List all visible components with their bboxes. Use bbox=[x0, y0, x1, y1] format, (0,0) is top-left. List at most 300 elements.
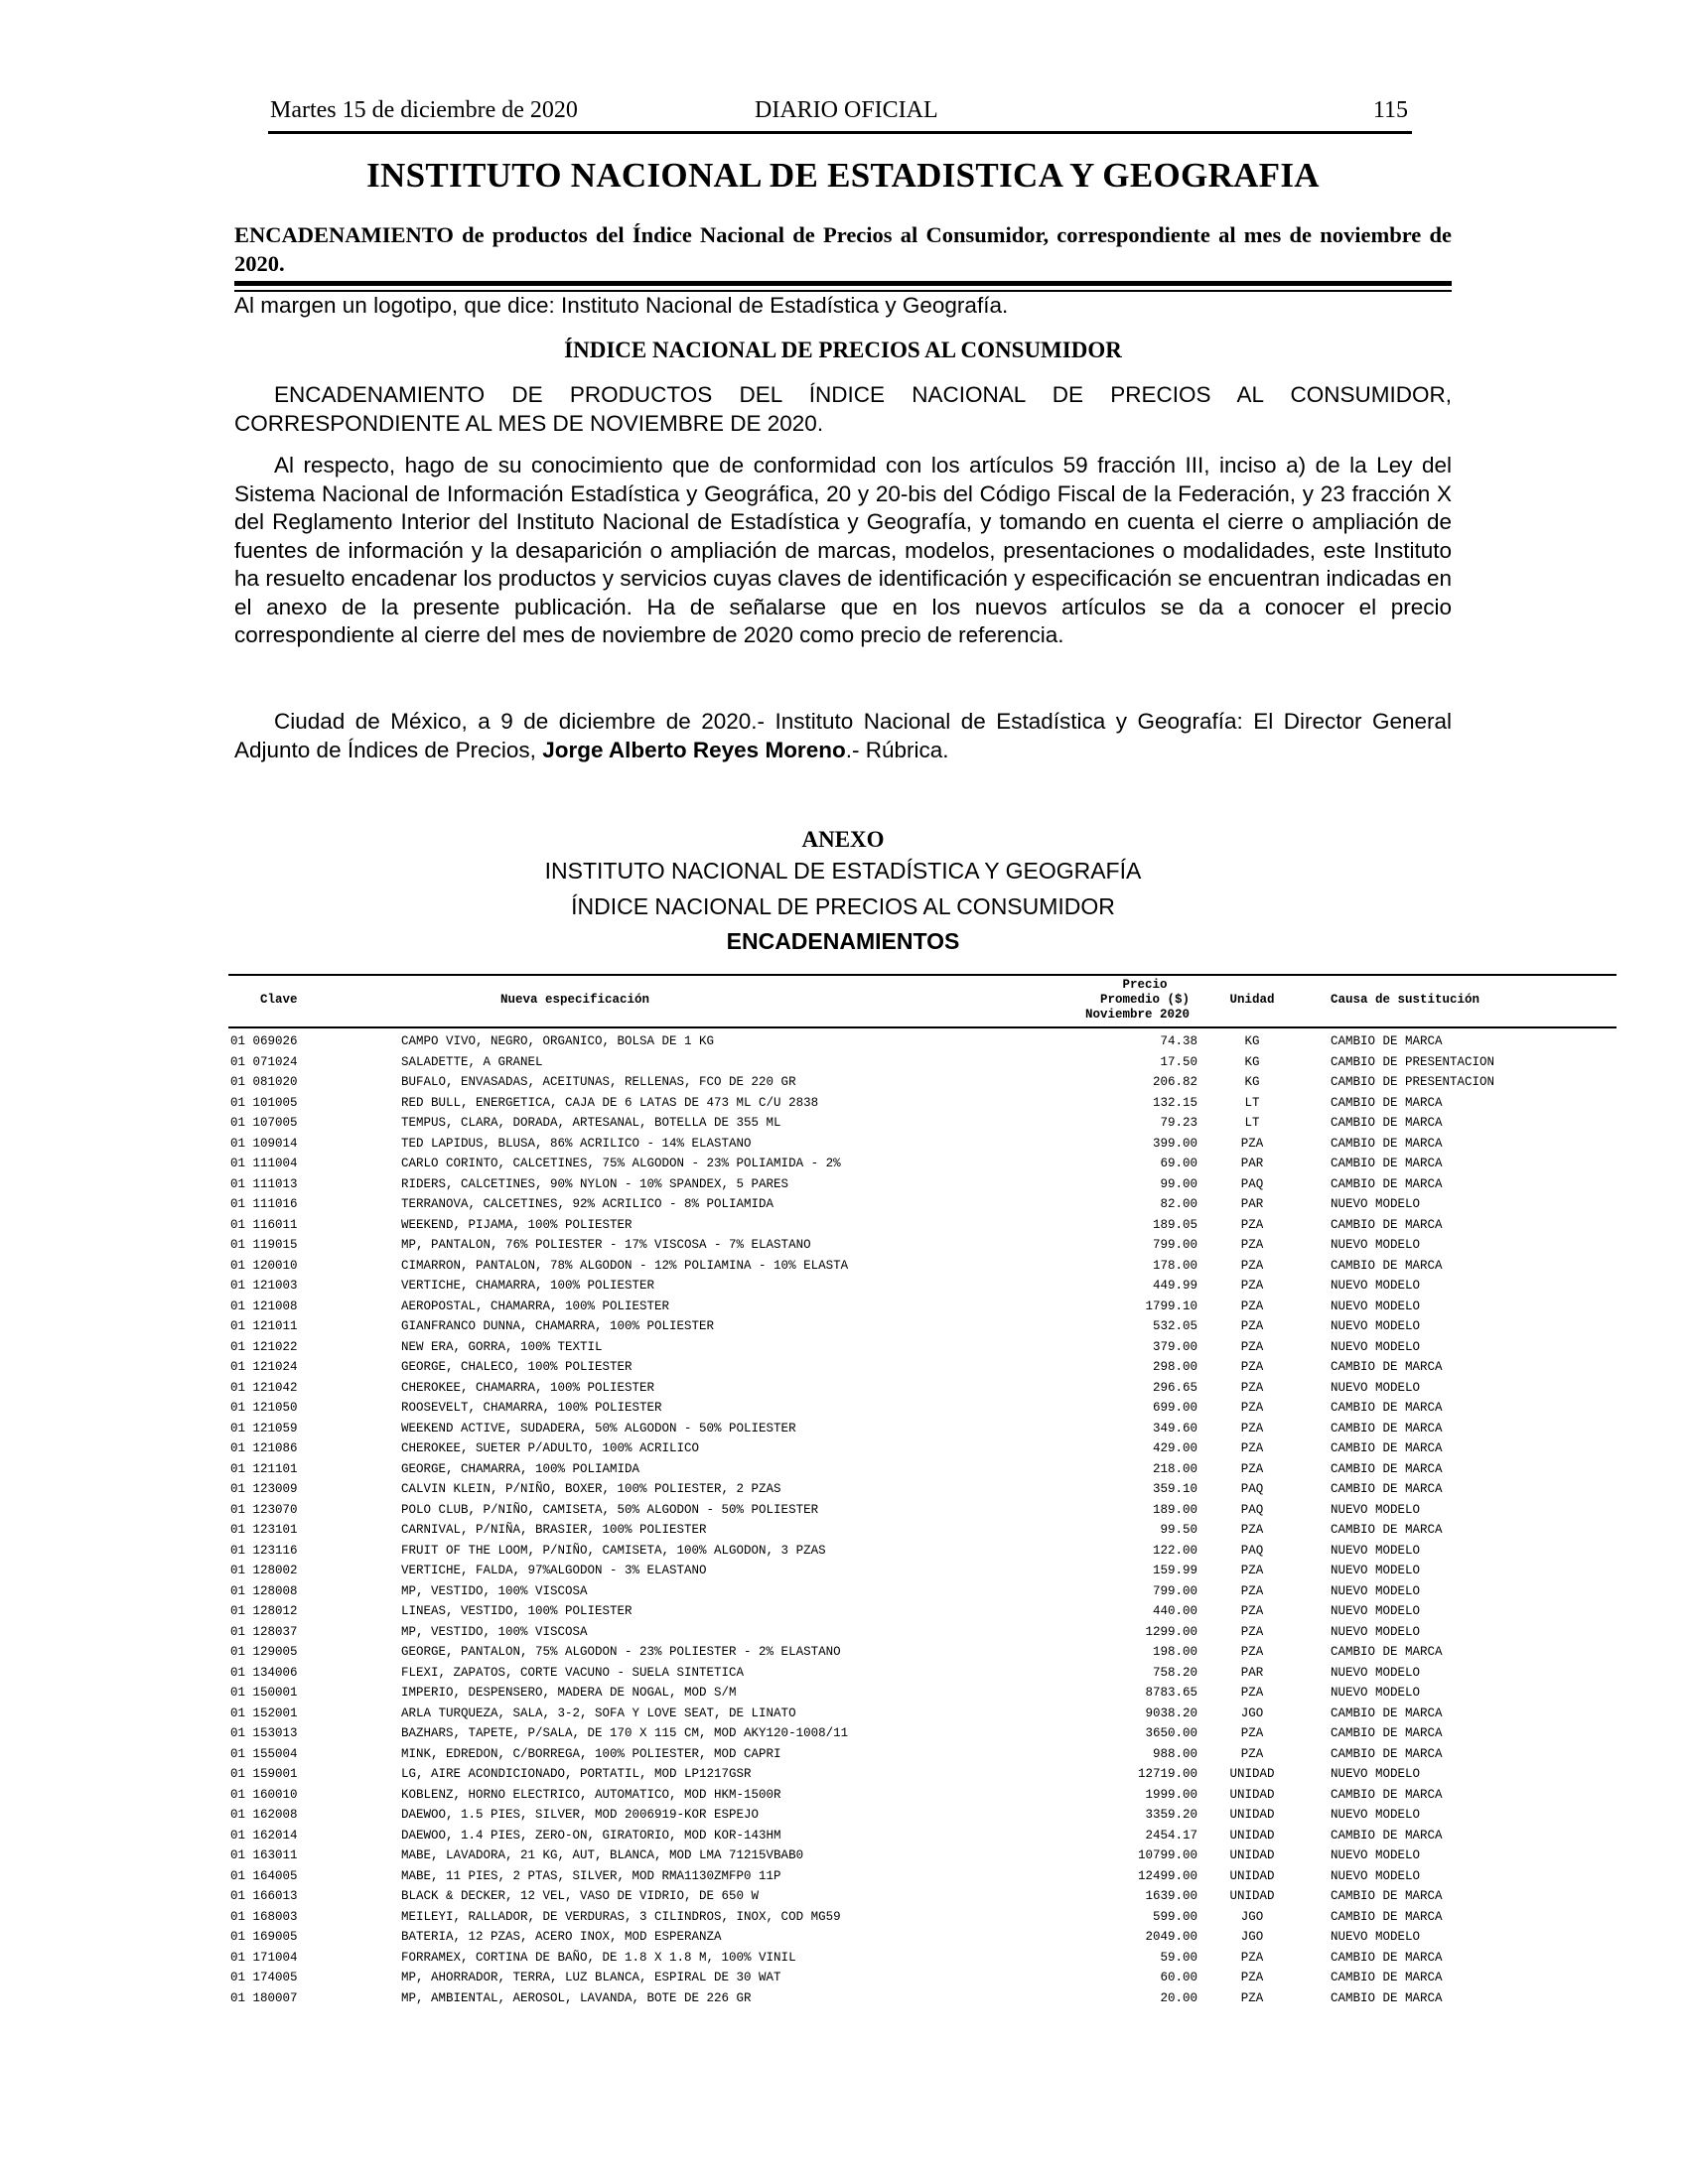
cell-cause: CAMBIO DE MARCA bbox=[1331, 1889, 1443, 1904]
cell-price: 99.00 bbox=[1160, 1176, 1197, 1191]
cell-code: 01 121101 bbox=[230, 1461, 298, 1476]
running-header bbox=[268, 95, 1412, 134]
cell-unit: PZA bbox=[1240, 1686, 1264, 1701]
cell-unit: JGO bbox=[1240, 1930, 1264, 1945]
table-row bbox=[228, 1622, 1617, 1643]
paragraph-3-text: Ciudad de México, a 9 de diciembre de 2020.- Instituto Nacional de Estadística y Geografía: El Director General Adjunto de Índices de Precios, bbox=[234, 709, 1452, 762]
cell-cause: CAMBIO DE MARCA bbox=[1331, 1360, 1443, 1375]
table-row bbox=[228, 1663, 1617, 1684]
cell-unit: PZA bbox=[1240, 1441, 1264, 1456]
table-row bbox=[228, 1398, 1617, 1419]
cell-unit: JGO bbox=[1240, 1909, 1264, 1924]
table-row bbox=[228, 1683, 1617, 1704]
cell-spec: FLEXI, ZAPATOS, CORTE VACUNO - SUELA SINTETICA bbox=[401, 1665, 745, 1680]
double-rule-thick bbox=[234, 281, 1452, 286]
cell-code: 01 121003 bbox=[230, 1279, 298, 1294]
cell-code: 01 121024 bbox=[230, 1360, 298, 1375]
cell-spec: MP, VESTIDO, 100% VISCOSA bbox=[401, 1624, 588, 1639]
table-row bbox=[228, 1093, 1617, 1114]
table-row bbox=[228, 1561, 1617, 1581]
cell-price: 349.60 bbox=[1152, 1421, 1197, 1435]
cell-price: 20.00 bbox=[1160, 1990, 1197, 2005]
table-row bbox=[228, 1235, 1617, 1256]
cell-code: 01 123009 bbox=[230, 1482, 298, 1497]
cell-code: 01 121086 bbox=[230, 1441, 298, 1456]
cell-cause: CAMBIO DE MARCA bbox=[1331, 1421, 1443, 1435]
cell-price: 9038.20 bbox=[1145, 1706, 1197, 1720]
cell-price: 1799.10 bbox=[1145, 1298, 1197, 1313]
cell-spec: CARLO CORINTO, CALCETINES, 75% ALGODON - 23% POLIAMIDA - 2% bbox=[401, 1157, 841, 1171]
cell-cause: NUEVO MODELO bbox=[1331, 1930, 1421, 1945]
cell-cause: CAMBIO DE MARCA bbox=[1331, 1095, 1443, 1110]
cell-code: 01 169005 bbox=[230, 1930, 298, 1945]
table-row bbox=[228, 1378, 1617, 1399]
cell-price: 206.82 bbox=[1152, 1075, 1197, 1090]
cell-price: 449.99 bbox=[1152, 1279, 1197, 1294]
cell-code: 01 111013 bbox=[230, 1176, 298, 1191]
cell-cause: NUEVO MODELO bbox=[1331, 1298, 1421, 1313]
cell-price: 8783.65 bbox=[1145, 1686, 1197, 1701]
cell-code: 01 128002 bbox=[230, 1564, 298, 1578]
cell-code: 01 152001 bbox=[230, 1706, 298, 1720]
cell-code: 01 071024 bbox=[230, 1054, 298, 1069]
cell-unit: KG bbox=[1244, 1034, 1260, 1049]
cell-spec: ROOSEVELT, CHAMARRA, 100% POLIESTER bbox=[401, 1401, 662, 1416]
cell-unit: PZA bbox=[1240, 1746, 1264, 1761]
cell-spec: NEW ERA, GORRA, 100% TEXTIL bbox=[401, 1339, 603, 1354]
table-row bbox=[228, 1500, 1617, 1521]
cell-spec: IMPERIO, DESPENSERO, MADERA DE NOGAL, MOD S/M bbox=[401, 1686, 737, 1701]
table-header bbox=[228, 975, 1617, 1027]
cell-unit: UNIDAD bbox=[1229, 1848, 1275, 1863]
cell-unit: PZA bbox=[1240, 1136, 1264, 1151]
table-row bbox=[228, 1316, 1617, 1337]
table-row bbox=[228, 1174, 1617, 1195]
cell-cause: CAMBIO DE MARCA bbox=[1331, 1950, 1443, 1965]
cell-price: 758.20 bbox=[1152, 1665, 1197, 1680]
cell-code: 01 159001 bbox=[230, 1767, 298, 1782]
chaining-table-wrap bbox=[228, 974, 1495, 2008]
cell-spec: CHEROKEE, SUETER P/ADULTO, 100% ACRILICO bbox=[401, 1441, 700, 1456]
cell-unit: PZA bbox=[1240, 1726, 1264, 1741]
table-row bbox=[228, 1723, 1617, 1744]
cell-unit: PZA bbox=[1240, 1564, 1264, 1578]
cell-price: 532.05 bbox=[1152, 1319, 1197, 1334]
cell-code: 01 162014 bbox=[230, 1828, 298, 1843]
cell-code: 01 121022 bbox=[230, 1339, 298, 1354]
cell-price: 3650.00 bbox=[1145, 1726, 1197, 1741]
cell-spec: GEORGE, PANTALON, 75% ALGODON - 23% POLIESTER - 2% ELASTANO bbox=[401, 1645, 841, 1660]
annex-label: ANEXO bbox=[801, 827, 885, 852]
margin-note: Al margen un logotipo, que dice: Instituto Nacional de Estadística y Geografía. bbox=[234, 293, 1009, 318]
cell-spec: ARLA TURQUEZA, SALA, 3-2, SOFA Y LOVE SEAT, DE LINATO bbox=[401, 1706, 796, 1720]
cell-price: 17.50 bbox=[1160, 1054, 1197, 1069]
cell-unit: PAQ bbox=[1240, 1502, 1264, 1517]
cell-cause: NUEVO MODELO bbox=[1331, 1665, 1421, 1680]
header-date: Martes 15 de diciembre de 2020 bbox=[270, 97, 578, 123]
table-row bbox=[228, 1988, 1617, 2009]
cell-cause: NUEVO MODELO bbox=[1331, 1319, 1421, 1334]
cell-code: 01 128012 bbox=[230, 1604, 298, 1619]
cell-code: 01 101005 bbox=[230, 1095, 298, 1110]
col-header-price-line1: Precio bbox=[1122, 978, 1168, 992]
col-header-cause: Causa de sustitución bbox=[1331, 993, 1480, 1007]
table-row bbox=[228, 1337, 1617, 1358]
table-row bbox=[228, 1113, 1617, 1134]
cell-unit: PZA bbox=[1240, 1258, 1264, 1273]
cell-cause: CAMBIO DE MARCA bbox=[1331, 1828, 1443, 1843]
cell-spec: LG, AIRE ACONDICIONADO, PORTATIL, MOD LP1217GSR bbox=[401, 1767, 752, 1782]
cell-spec: TED LAPIDUS, BLUSA, 86% ACRILICO - 14% ELASTANO bbox=[401, 1136, 752, 1151]
cell-cause: CAMBIO DE MARCA bbox=[1331, 1116, 1443, 1131]
cell-code: 01 128037 bbox=[230, 1624, 298, 1639]
cell-cause: CAMBIO DE MARCA bbox=[1331, 1523, 1443, 1538]
cell-code: 01 160010 bbox=[230, 1787, 298, 1802]
cell-price: 69.00 bbox=[1160, 1157, 1197, 1171]
cell-spec: DAEWOO, 1.4 PIES, ZERO-ON, GIRATORIO, MOD KOR-143HM bbox=[401, 1828, 781, 1843]
cell-price: 12719.00 bbox=[1137, 1767, 1197, 1782]
table-row bbox=[228, 1785, 1617, 1806]
cell-price: 122.00 bbox=[1152, 1543, 1197, 1558]
cell-cause: NUEVO MODELO bbox=[1331, 1808, 1421, 1823]
cell-unit: PZA bbox=[1240, 1401, 1264, 1416]
cell-code: 01 119015 bbox=[230, 1238, 298, 1253]
cell-unit: PZA bbox=[1240, 1339, 1264, 1354]
table-row bbox=[228, 1256, 1617, 1277]
cell-spec: WEEKEND ACTIVE, SUDADERA, 50% ALGODON - 50% POLIESTER bbox=[401, 1421, 796, 1435]
section-heading: ÍNDICE NACIONAL DE PRECIOS AL CONSUMIDOR bbox=[564, 338, 1122, 362]
cell-cause: NUEVO MODELO bbox=[1331, 1502, 1421, 1517]
cell-code: 01 150001 bbox=[230, 1686, 298, 1701]
cell-price: 79.23 bbox=[1160, 1116, 1197, 1131]
table-row bbox=[228, 1297, 1617, 1317]
table-row bbox=[228, 1764, 1617, 1785]
cell-code: 01 166013 bbox=[230, 1889, 298, 1904]
table-row bbox=[228, 1479, 1617, 1500]
table-row bbox=[228, 1948, 1617, 1969]
table-row bbox=[228, 1866, 1617, 1887]
cell-cause: CAMBIO DE MARCA bbox=[1331, 1746, 1443, 1761]
cell-unit: PZA bbox=[1240, 1604, 1264, 1619]
col-header-price-line3: Noviembre 2020 bbox=[1084, 1008, 1190, 1022]
cell-code: 01 163011 bbox=[230, 1848, 298, 1863]
cell-unit: UNIDAD bbox=[1229, 1868, 1275, 1883]
table-row bbox=[228, 1027, 1617, 1052]
table-row bbox=[228, 1907, 1617, 1928]
cell-price: 359.10 bbox=[1152, 1482, 1197, 1497]
cell-price: 99.50 bbox=[1160, 1523, 1197, 1538]
cell-unit: UNIDAD bbox=[1229, 1787, 1275, 1802]
cell-price: 799.00 bbox=[1152, 1238, 1197, 1253]
cell-spec: SALADETTE, A GRANEL bbox=[401, 1054, 543, 1069]
col-header-price-line2: Promedio ($) bbox=[1099, 993, 1190, 1007]
cell-code: 01 121008 bbox=[230, 1298, 298, 1313]
cell-code: 01 121050 bbox=[230, 1401, 298, 1416]
cell-cause: CAMBIO DE MARCA bbox=[1331, 1645, 1443, 1660]
cell-price: 988.00 bbox=[1152, 1746, 1197, 1761]
cell-unit: PAR bbox=[1240, 1157, 1264, 1171]
cell-price: 218.00 bbox=[1152, 1461, 1197, 1476]
cell-price: 74.38 bbox=[1160, 1034, 1197, 1049]
cell-spec: MABE, 11 PIES, 2 PTAS, SILVER, MOD RMA1130ZMFP0 11P bbox=[401, 1868, 781, 1883]
annex-title: ENCADENAMIENTOS bbox=[726, 928, 960, 954]
cell-spec: VERTICHE, CHAMARRA, 100% POLIESTER bbox=[401, 1279, 655, 1294]
paragraph-2: Al respecto, hago de su conocimiento que de conformidad con los artículos 59 fracción III, inciso a) de la Ley del Sistema Nacional de Información Estadística y Geográfica, 20 y 20-bis del Código Fiscal de la Federación, y 23 fracción X del Reglamento Interior del Instituto Nacional de Estadística y Geografía, y tomando en cuenta el cierre o ampliación de fuentes de información y la desaparición o ampliación de marcas, modelos, presentaciones o modalidades, este Instituto ha resuelto encadenar los productos y servicios cuyas claves de identificación y especificación se encuentran indicadas en el anexo de la presente publicación. Ha de señalarse que en los nuevos artículos se da a conocer el precio correspondiente al cierre del mes de noviembre de 2020 como precio de referencia. bbox=[234, 453, 1452, 647]
cell-code: 01 123070 bbox=[230, 1502, 298, 1517]
cell-cause: CAMBIO DE MARCA bbox=[1331, 1706, 1443, 1720]
cell-spec: BATERIA, 12 PZAS, ACERO INOX, MOD ESPERANZA bbox=[401, 1930, 722, 1945]
cell-price: 59.00 bbox=[1160, 1950, 1197, 1965]
cell-unit: PZA bbox=[1240, 1380, 1264, 1395]
table-row bbox=[228, 1886, 1617, 1907]
table-row bbox=[228, 1215, 1617, 1236]
table-row bbox=[228, 1805, 1617, 1826]
table-row bbox=[228, 1357, 1617, 1378]
cell-cause: NUEVO MODELO bbox=[1331, 1868, 1421, 1883]
cell-code: 01 171004 bbox=[230, 1950, 298, 1965]
cell-cause: CAMBIO DE MARCA bbox=[1331, 1034, 1443, 1049]
cell-code: 01 123101 bbox=[230, 1523, 298, 1538]
cell-cause: CAMBIO DE PRESENTACION bbox=[1331, 1054, 1495, 1069]
cell-unit: PAQ bbox=[1240, 1543, 1264, 1558]
cell-cause: CAMBIO DE MARCA bbox=[1331, 1401, 1443, 1416]
cell-spec: MP, PANTALON, 76% POLIESTER - 17% VISCOSA - 7% ELASTANO bbox=[401, 1238, 811, 1253]
cell-unit: UNIDAD bbox=[1229, 1767, 1275, 1782]
paragraph-3 bbox=[234, 708, 1452, 764]
cell-price: 1299.00 bbox=[1145, 1624, 1197, 1639]
cell-code: 01 123116 bbox=[230, 1543, 298, 1558]
table-row bbox=[228, 1194, 1617, 1215]
cell-spec: TERRANOVA, CALCETINES, 92% ACRILICO - 8% POLIAMIDA bbox=[401, 1197, 774, 1212]
cell-cause: NUEVO MODELO bbox=[1331, 1583, 1421, 1598]
cell-cause: CAMBIO DE MARCA bbox=[1331, 1461, 1443, 1476]
table-row bbox=[228, 1459, 1617, 1480]
cell-cause: NUEVO MODELO bbox=[1331, 1848, 1421, 1863]
cell-spec: CAMPO VIVO, NEGRO, ORGANICO, BOLSA DE 1 KG bbox=[401, 1034, 715, 1049]
cell-unit: PAR bbox=[1240, 1197, 1264, 1212]
cell-price: 2049.00 bbox=[1145, 1930, 1197, 1945]
cell-spec: POLO CLUB, P/NIÑO, CAMISETA, 50% ALGODON - 50% POLIESTER bbox=[401, 1502, 819, 1517]
header-page-number: 115 bbox=[1372, 97, 1408, 123]
table-row bbox=[228, 1276, 1617, 1297]
cell-price: 799.00 bbox=[1152, 1583, 1197, 1598]
cell-spec: MEILEYI, RALLADOR, DE VERDURAS, 3 CILINDROS, INOX, COD MG59 bbox=[401, 1909, 841, 1924]
table-row bbox=[228, 1052, 1617, 1073]
cell-unit: PAQ bbox=[1240, 1176, 1264, 1191]
cell-code: 01 153013 bbox=[230, 1726, 298, 1741]
table-row bbox=[228, 1419, 1617, 1439]
cell-spec: CARNIVAL, P/NIÑA, BRASIER, 100% POLIESTER bbox=[401, 1523, 707, 1538]
cell-price: 189.00 bbox=[1152, 1502, 1197, 1517]
cell-cause: CAMBIO DE MARCA bbox=[1331, 1726, 1443, 1741]
cell-price: 60.00 bbox=[1160, 1971, 1197, 1985]
col-header-spec: Nueva especificación bbox=[500, 993, 650, 1007]
cell-cause: CAMBIO DE MARCA bbox=[1331, 1176, 1443, 1191]
cell-unit: LT bbox=[1244, 1095, 1260, 1110]
col-header-code: Clave bbox=[260, 993, 298, 1007]
cell-unit: PZA bbox=[1240, 1950, 1264, 1965]
table-row bbox=[228, 1072, 1617, 1093]
chaining-table bbox=[228, 974, 1617, 2008]
cell-price: 82.00 bbox=[1160, 1197, 1197, 1212]
cell-price: 12499.00 bbox=[1137, 1868, 1197, 1883]
cell-unit: LT bbox=[1244, 1116, 1260, 1131]
header-publication: DIARIO OFICIAL bbox=[755, 97, 938, 123]
cell-cause: NUEVO MODELO bbox=[1331, 1279, 1421, 1294]
col-header-unit: Unidad bbox=[1229, 993, 1275, 1007]
cell-spec: MABE, LAVADORA, 21 KG, AUT, BLANCA, MOD LMA 71215VBAB0 bbox=[401, 1848, 804, 1863]
signatory-name: Jorge Alberto Reyes Moreno bbox=[542, 737, 846, 762]
cell-spec: MP, VESTIDO, 100% VISCOSA bbox=[401, 1583, 588, 1598]
cell-spec: CALVIN KLEIN, P/NIÑO, BOXER, 100% POLIESTER, 2 PZAS bbox=[401, 1482, 781, 1497]
cell-spec: TEMPUS, CLARA, DORADA, ARTESANAL, BOTELLA DE 355 ML bbox=[401, 1116, 781, 1131]
annex-institute: INSTITUTO NACIONAL DE ESTADÍSTICA Y GEOGRAFÍA bbox=[544, 858, 1142, 884]
cell-cause: NUEVO MODELO bbox=[1331, 1604, 1421, 1619]
cell-cause: CAMBIO DE MARCA bbox=[1331, 1136, 1443, 1151]
cell-code: 01 111004 bbox=[230, 1157, 298, 1171]
cell-unit: PZA bbox=[1240, 1971, 1264, 1985]
cell-code: 01 121011 bbox=[230, 1319, 298, 1334]
cell-unit: PZA bbox=[1240, 1461, 1264, 1476]
cell-cause: CAMBIO DE MARCA bbox=[1331, 1990, 1443, 2005]
institute-title: INSTITUTO NACIONAL DE ESTADISTICA Y GEOGRAFIA bbox=[366, 156, 1320, 195]
cell-spec: RIDERS, CALCETINES, 90% NYLON - 10% SPANDEX, 5 PARES bbox=[401, 1176, 789, 1191]
cell-price: 159.99 bbox=[1152, 1564, 1197, 1578]
cell-unit: PZA bbox=[1240, 1583, 1264, 1598]
cell-code: 01 121042 bbox=[230, 1380, 298, 1395]
cell-cause: NUEVO MODELO bbox=[1331, 1686, 1421, 1701]
cell-code: 01 128008 bbox=[230, 1583, 298, 1598]
cell-price: 3359.20 bbox=[1145, 1808, 1197, 1823]
table-row bbox=[228, 1581, 1617, 1602]
cell-spec: FORRAMEX, CORTINA DE BAÑO, DE 1.8 X 1.8 M, 100% VINIL bbox=[401, 1950, 796, 1965]
cell-code: 01 069026 bbox=[230, 1034, 298, 1049]
cell-spec: CIMARRON, PANTALON, 78% ALGODON - 12% POLIAMINA - 10% ELASTA bbox=[401, 1258, 849, 1273]
cell-spec: GEORGE, CHALECO, 100% POLIESTER bbox=[401, 1360, 633, 1375]
cell-price: 298.00 bbox=[1152, 1360, 1197, 1375]
cell-unit: PZA bbox=[1240, 1238, 1264, 1253]
cell-cause: NUEVO MODELO bbox=[1331, 1564, 1421, 1578]
cell-code: 01 111016 bbox=[230, 1197, 298, 1212]
cell-spec: RED BULL, ENERGETICA, CAJA DE 6 LATAS DE 473 ML C/U 2838 bbox=[401, 1095, 819, 1110]
cell-code: 01 134006 bbox=[230, 1665, 298, 1680]
table-row bbox=[228, 1845, 1617, 1866]
table-row bbox=[228, 1927, 1617, 1948]
cell-code: 01 168003 bbox=[230, 1909, 298, 1924]
cell-cause: NUEVO MODELO bbox=[1331, 1543, 1421, 1558]
table-row bbox=[228, 1154, 1617, 1174]
cell-price: 1999.00 bbox=[1145, 1787, 1197, 1802]
cell-code: 01 116011 bbox=[230, 1217, 298, 1232]
cell-unit: JGO bbox=[1240, 1706, 1264, 1720]
cell-cause: NUEVO MODELO bbox=[1331, 1339, 1421, 1354]
cell-unit: PZA bbox=[1240, 1319, 1264, 1334]
cell-cause: NUEVO MODELO bbox=[1331, 1624, 1421, 1639]
cell-spec: DAEWOO, 1.5 PIES, SILVER, MOD 2006919-KOR ESPEJO bbox=[401, 1808, 760, 1823]
cell-cause: CAMBIO DE MARCA bbox=[1331, 1971, 1443, 1985]
cell-code: 01 174005 bbox=[230, 1971, 298, 1985]
cell-unit: UNIDAD bbox=[1229, 1889, 1275, 1904]
cell-unit: PZA bbox=[1240, 1645, 1264, 1660]
paragraph-3-closing: .- Rúbrica. bbox=[845, 737, 949, 762]
table-row bbox=[228, 1826, 1617, 1846]
cell-price: 599.00 bbox=[1152, 1909, 1197, 1924]
cell-price: 178.00 bbox=[1152, 1258, 1197, 1273]
table-row bbox=[228, 1968, 1617, 1988]
cell-unit: PZA bbox=[1240, 1624, 1264, 1639]
annex-index: ÍNDICE NACIONAL DE PRECIOS AL CONSUMIDOR bbox=[571, 893, 1115, 919]
cell-spec: AEROPOSTAL, CHAMARRA, 100% POLIESTER bbox=[401, 1298, 670, 1313]
table-header-row bbox=[228, 975, 1617, 1027]
cell-unit: PZA bbox=[1240, 1279, 1264, 1294]
table-row bbox=[228, 1642, 1617, 1663]
cell-cause: NUEVO MODELO bbox=[1331, 1380, 1421, 1395]
cell-price: 399.00 bbox=[1152, 1136, 1197, 1151]
cell-unit: PZA bbox=[1240, 1421, 1264, 1435]
cell-unit: UNIDAD bbox=[1229, 1808, 1275, 1823]
cell-price: 132.15 bbox=[1152, 1095, 1197, 1110]
cell-price: 2454.17 bbox=[1145, 1828, 1197, 1843]
cell-cause: CAMBIO DE MARCA bbox=[1331, 1258, 1443, 1273]
cell-spec: BLACK & DECKER, 12 VEL, VASO DE VIDRIO, DE 650 W bbox=[401, 1889, 760, 1904]
cell-price: 1639.00 bbox=[1145, 1889, 1197, 1904]
cell-price: 198.00 bbox=[1152, 1645, 1197, 1660]
cell-code: 01 180007 bbox=[230, 1990, 298, 2005]
col-header-price bbox=[1047, 975, 1197, 1027]
cell-code: 01 081020 bbox=[230, 1075, 298, 1090]
table-row bbox=[228, 1601, 1617, 1622]
cell-spec: KOBLENZ, HORNO ELECTRICO, AUTOMATICO, MOD HKM-1500R bbox=[401, 1787, 781, 1802]
cell-spec: BUFALO, ENVASADAS, ACEITUNAS, RELLENAS, FCO DE 220 GR bbox=[401, 1075, 796, 1090]
cell-spec: LINEAS, VESTIDO, 100% POLIESTER bbox=[401, 1604, 633, 1619]
cell-cause: CAMBIO DE MARCA bbox=[1331, 1157, 1443, 1171]
cell-price: 699.00 bbox=[1152, 1401, 1197, 1416]
cell-price: 10799.00 bbox=[1137, 1848, 1197, 1863]
table-row bbox=[228, 1134, 1617, 1155]
cell-unit: KG bbox=[1244, 1075, 1260, 1090]
table-body bbox=[228, 1027, 1617, 2008]
cell-cause: NUEVO MODELO bbox=[1331, 1767, 1421, 1782]
cell-code: 01 129005 bbox=[230, 1645, 298, 1660]
table-row bbox=[228, 1704, 1617, 1724]
cell-unit: PZA bbox=[1240, 1360, 1264, 1375]
cell-cause: CAMBIO DE MARCA bbox=[1331, 1441, 1443, 1456]
cell-unit: PZA bbox=[1240, 1298, 1264, 1313]
cell-code: 01 121059 bbox=[230, 1421, 298, 1435]
cell-spec: CHEROKEE, CHAMARRA, 100% POLIESTER bbox=[401, 1380, 655, 1395]
cell-cause: NUEVO MODELO bbox=[1331, 1238, 1421, 1253]
cell-unit: PZA bbox=[1240, 1990, 1264, 2005]
cell-price: 429.00 bbox=[1152, 1441, 1197, 1456]
cell-spec: VERTICHE, FALDA, 97%ALGODON - 3% ELASTANO bbox=[401, 1564, 707, 1578]
cell-spec: MP, AHORRADOR, TERRA, LUZ BLANCA, ESPIRAL DE 30 WAT bbox=[401, 1971, 781, 1985]
cell-code: 01 155004 bbox=[230, 1746, 298, 1761]
cell-code: 01 107005 bbox=[230, 1116, 298, 1131]
cell-spec: BAZHARS, TAPETE, P/SALA, DE 170 X 115 CM, MOD AKY120-1008/11 bbox=[401, 1726, 849, 1741]
cell-code: 01 162008 bbox=[230, 1808, 298, 1823]
cell-cause: NUEVO MODELO bbox=[1331, 1197, 1421, 1212]
cell-code: 01 164005 bbox=[230, 1868, 298, 1883]
paragraph-1: ENCADENAMIENTO DE PRODUCTOS DEL ÍNDICE NACIONAL DE PRECIOS AL CONSUMIDOR, CORRESPONDIENTE AL MES DE NOVIEMBRE DE 2020. bbox=[234, 382, 1452, 436]
cell-unit: KG bbox=[1244, 1054, 1260, 1069]
cell-unit: PAR bbox=[1240, 1665, 1264, 1680]
cell-unit: UNIDAD bbox=[1229, 1828, 1275, 1843]
cell-spec: MP, AMBIENTAL, AEROSOL, LAVANDA, BOTE DE 226 GR bbox=[401, 1990, 752, 2005]
cell-unit: PAQ bbox=[1240, 1482, 1264, 1497]
cell-spec: WEEKEND, PIJAMA, 100% POLIESTER bbox=[401, 1217, 633, 1232]
cell-cause: CAMBIO DE MARCA bbox=[1331, 1909, 1443, 1924]
cell-spec: GEORGE, CHAMARRA, 100% POLIAMIDA bbox=[401, 1461, 640, 1476]
